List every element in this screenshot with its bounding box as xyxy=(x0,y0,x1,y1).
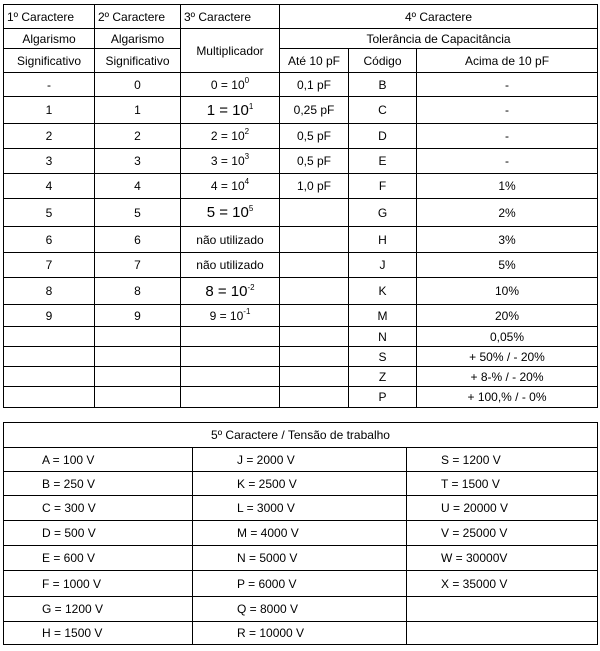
above-10pf-cell: 3% xyxy=(417,227,598,253)
digit-2-cell: 7 xyxy=(95,253,181,278)
voltage-row xyxy=(4,472,598,496)
digit-1-cell: 7 xyxy=(4,253,95,278)
voltage-cell: A = 100 V xyxy=(4,448,193,472)
digit-2-cell: 8 xyxy=(95,278,181,305)
voltage-cell: L = 3000 V xyxy=(193,496,407,521)
capacitor-code-table xyxy=(3,4,598,408)
multiplier-cell: não utilizado xyxy=(181,253,280,278)
voltage-cell: E = 600 V xyxy=(4,546,193,571)
multiplier-cell xyxy=(181,124,280,149)
code-cell: J xyxy=(349,253,417,278)
voltage-cell: B = 250 V xyxy=(4,472,193,496)
upto-10pf-cell: 0,5 pF xyxy=(280,149,349,174)
multiplier-base: 1 = 10 xyxy=(206,101,249,119)
multiplier-cell xyxy=(181,73,280,97)
multiplier-cell xyxy=(181,367,280,387)
digit-1-cell: 5 xyxy=(4,199,95,227)
voltage-cell: M = 4000 V xyxy=(193,521,407,546)
code-cell: G xyxy=(349,199,417,227)
header-digit-1: Algarismo xyxy=(4,29,95,49)
upto-10pf-cell xyxy=(280,327,349,347)
code-cell: E xyxy=(349,149,417,174)
voltage-row xyxy=(4,496,598,521)
digit-2-cell: 4 xyxy=(95,174,181,199)
digit-1-cell: 6 xyxy=(4,227,95,253)
upto-10pf-cell: 0,1 pF xyxy=(280,73,349,97)
voltage-cell: H = 1500 V xyxy=(4,622,193,645)
header-upto-10pf: Até 10 pF xyxy=(280,49,349,73)
voltage-row xyxy=(4,521,598,546)
multiplier-cell xyxy=(181,199,280,227)
multiplier-cell xyxy=(181,327,280,347)
digit-1-cell: 3 xyxy=(4,149,95,174)
digit-2-cell: 6 xyxy=(95,227,181,253)
upto-10pf-cell xyxy=(280,367,349,387)
table-row xyxy=(4,305,598,327)
code-cell: F xyxy=(349,174,417,199)
voltage-cell: N = 5000 V xyxy=(193,546,407,571)
voltage-cell: G = 1200 V xyxy=(4,597,193,622)
upto-10pf-cell xyxy=(280,227,349,253)
multiplier-cell: não utilizado xyxy=(181,227,280,253)
multiplier-cell xyxy=(181,305,280,327)
digit-2-cell xyxy=(95,347,181,367)
multiplier-exponent: -1 xyxy=(243,306,251,316)
digit-1-cell xyxy=(4,387,95,408)
multiplier-cell xyxy=(181,278,280,305)
digit-2-cell xyxy=(95,387,181,408)
header-fourth-char: 4º Caractere xyxy=(280,5,598,29)
voltage-row xyxy=(4,546,598,571)
voltage-cell xyxy=(407,622,598,645)
table-row xyxy=(4,278,598,305)
code-cell: P xyxy=(349,387,417,408)
voltage-row xyxy=(4,571,598,597)
voltage-table xyxy=(3,422,598,645)
digit-1-cell: 4 xyxy=(4,174,95,199)
digit-1-cell xyxy=(4,327,95,347)
multiplier-base: 9 = 10 xyxy=(209,308,244,323)
above-10pf-cell: - xyxy=(417,97,598,124)
voltage-cell: X = 35000 V xyxy=(407,571,598,597)
digit-1-cell: - xyxy=(4,73,95,97)
code-cell: Z xyxy=(349,367,417,387)
voltage-row xyxy=(4,597,598,622)
digit-2-cell: 1 xyxy=(95,97,181,124)
multiplier-cell xyxy=(181,347,280,367)
code-cell: N xyxy=(349,327,417,347)
digit-2-cell: 9 xyxy=(95,305,181,327)
digit-1-cell xyxy=(4,347,95,367)
multiplier-cell xyxy=(181,149,280,174)
above-10pf-cell: - xyxy=(417,73,598,97)
voltage-cell: S = 1200 V xyxy=(407,448,598,472)
table-row xyxy=(4,387,598,408)
above-10pf-cell: + 100,% / - 0% xyxy=(417,387,598,408)
header-multiplier: Multiplicador xyxy=(181,29,280,73)
multiplier-exponent: 5 xyxy=(248,204,254,213)
table-row xyxy=(4,124,598,149)
header-above-10pf: Acima de 10 pF xyxy=(417,49,598,73)
digit-2-cell xyxy=(95,367,181,387)
above-10pf-cell: 10% xyxy=(417,278,598,305)
upto-10pf-cell xyxy=(280,199,349,227)
header-digit-2: Algarismo xyxy=(95,29,181,49)
upto-10pf-cell xyxy=(280,347,349,367)
table-row xyxy=(4,174,598,199)
digit-1-cell: 9 xyxy=(4,305,95,327)
multiplier-base: 5 = 10 xyxy=(206,204,249,221)
code-cell: D xyxy=(349,124,417,149)
multiplier-cell xyxy=(181,174,280,199)
upto-10pf-cell xyxy=(280,387,349,408)
header-significant-1: Significativo xyxy=(4,49,95,73)
multiplier-exponent: 1 xyxy=(248,101,254,111)
table-row xyxy=(4,73,598,97)
voltage-cell: D = 500 V xyxy=(4,521,193,546)
above-10pf-cell: - xyxy=(417,124,598,149)
voltage-cell: W = 30000V xyxy=(407,546,598,571)
upto-10pf-cell: 0,25 pF xyxy=(280,97,349,124)
digit-1-cell xyxy=(4,367,95,387)
voltage-cell: T = 1500 V xyxy=(407,472,598,496)
multiplier-exponent: 2 xyxy=(244,127,250,136)
multiplier-base: 8 = 10 xyxy=(205,282,248,300)
voltage-cell: V = 25000 V xyxy=(407,521,598,546)
above-10pf-cell: 20% xyxy=(417,305,598,327)
digit-2-cell: 2 xyxy=(95,124,181,149)
code-cell: S xyxy=(349,347,417,367)
voltage-row xyxy=(4,448,598,472)
above-10pf-cell: - xyxy=(417,149,598,174)
multiplier-exponent: 3 xyxy=(244,152,250,161)
upto-10pf-cell: 0,5 pF xyxy=(280,124,349,149)
code-cell: B xyxy=(349,73,417,97)
upto-10pf-cell xyxy=(280,278,349,305)
above-10pf-cell: 0,05% xyxy=(417,327,598,347)
multiplier-base: 0 = 10 xyxy=(210,77,245,92)
multiplier-base: 3 = 10 xyxy=(210,154,245,168)
voltage-cell: K = 2500 V xyxy=(193,472,407,496)
table-row xyxy=(4,97,598,124)
upto-10pf-cell: 1,0 pF xyxy=(280,174,349,199)
multiplier-exponent: 0 xyxy=(244,75,250,85)
digit-2-cell: 0 xyxy=(95,73,181,97)
multiplier-base: 2 = 10 xyxy=(210,129,245,143)
header-second-char: 2º Caractere xyxy=(95,5,181,29)
above-10pf-cell: 2% xyxy=(417,199,598,227)
table-row xyxy=(4,227,598,253)
code-cell: H xyxy=(349,227,417,253)
above-10pf-cell: + 50% / - 20% xyxy=(417,347,598,367)
above-10pf-cell: 1% xyxy=(417,174,598,199)
digit-1-cell: 1 xyxy=(4,97,95,124)
code-cell: K xyxy=(349,278,417,305)
digit-1-cell: 8 xyxy=(4,278,95,305)
header-code: Código xyxy=(349,49,417,73)
header-third-char: 3º Caractere xyxy=(181,5,280,29)
table-row xyxy=(4,253,598,278)
multiplier-exponent: -2 xyxy=(247,282,255,292)
upto-10pf-cell xyxy=(280,253,349,278)
header-significant-2: Significativo xyxy=(95,49,181,73)
above-10pf-cell: 5% xyxy=(417,253,598,278)
code-cell: C xyxy=(349,97,417,124)
table-row xyxy=(4,367,598,387)
voltage-cell: P = 6000 V xyxy=(193,571,407,597)
voltage-cell: C = 300 V xyxy=(4,496,193,521)
header-first-char: 1º Caractere xyxy=(4,5,95,29)
voltage-cell: U = 20000 V xyxy=(407,496,598,521)
voltage-cell: F = 1000 V xyxy=(4,571,193,597)
table-row xyxy=(4,347,598,367)
upto-10pf-cell xyxy=(280,305,349,327)
multiplier-cell xyxy=(181,387,280,408)
code-cell: M xyxy=(349,305,417,327)
voltage-cell xyxy=(407,597,598,622)
voltage-cell: Q = 8000 V xyxy=(193,597,407,622)
digit-2-cell xyxy=(95,327,181,347)
voltage-cell: J = 2000 V xyxy=(193,448,407,472)
multiplier-exponent: 4 xyxy=(244,177,250,186)
voltage-title: 5º Caractere / Tensão de trabalho xyxy=(4,423,598,448)
header-tolerance: Tolerância de Capacitância xyxy=(280,29,598,49)
digit-2-cell: 3 xyxy=(95,149,181,174)
multiplier-cell xyxy=(181,97,280,124)
table-row xyxy=(4,199,598,227)
multiplier-base: 4 = 10 xyxy=(210,179,245,193)
table-row xyxy=(4,327,598,347)
table-row xyxy=(4,149,598,174)
voltage-cell: R = 10000 V xyxy=(193,622,407,645)
digit-2-cell: 5 xyxy=(95,199,181,227)
above-10pf-cell: + 8-% / - 20% xyxy=(417,367,598,387)
digit-1-cell: 2 xyxy=(4,124,95,149)
voltage-row xyxy=(4,622,598,645)
